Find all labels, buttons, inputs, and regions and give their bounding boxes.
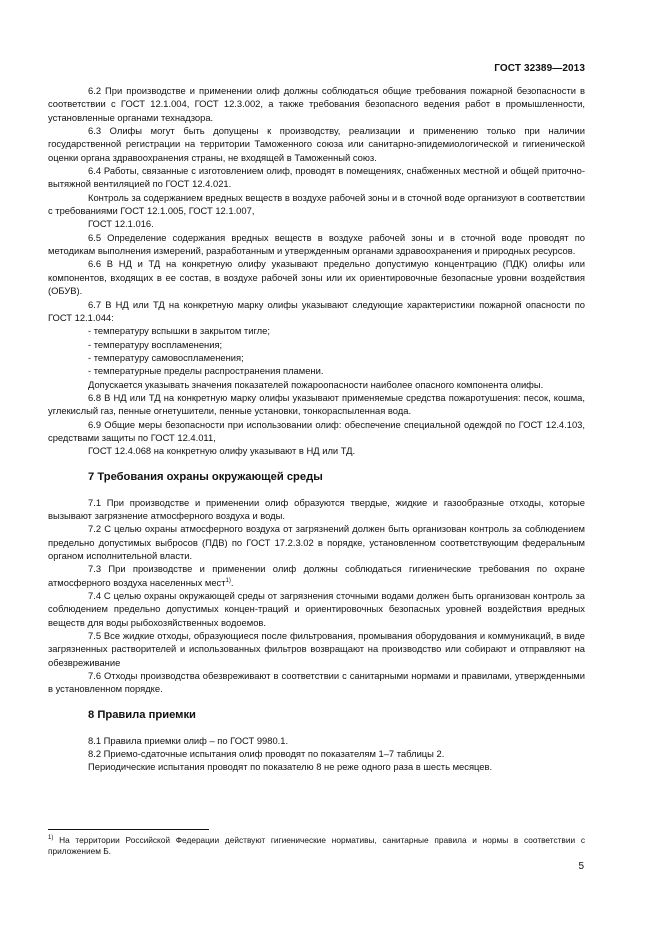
paragraph-7-2: 7.2 С целью охраны атмосферного воздуха от загрязнений должен быть организован контроль за соблюдением предельно допустимых выбросов (ПДВ) по ГОСТ 17.2.3.02 в порядке, установленном соответствующим федеральным органом исполнительной власти. [48,523,585,561]
list-item: - температурные пределы распространения пламени. [88,365,324,377]
paragraph-7-3-end: . [230,576,234,588]
paragraph-6-6: 6.6 В НД и ТД на конкретную олифу указывают предельно допустимую концентрацию (ПДК) олифы или компонентов, входящих в ее состав, в воздухе рабочей зоны или их ориентировочные безопасные уровни воздействия (ОБУВ). [48,258,585,297]
section-8-title: 8 Правила приемки [88,708,196,721]
paragraph-6-2: 6.2 При производстве и применении олиф должны соблюдаться общие требования пожарной безопасности в соответствии с ГОСТ 12.1.004, ГОСТ 12.3.002, а также требования безопасного ведения работ в промышленности, установленные органами технадзора. [48,85,585,123]
page-number: 5 [578,861,584,872]
paragraph-6-4-gost: ГОСТ 12.1.016. [88,218,154,230]
list-item: - температуру самовоспламенения; [88,351,244,363]
paragraph-6-4-control: Контроль за содержанием вредных веществ в воздухе рабочей зоны и в сточной воде организуют в соответствии с требованиями ГОСТ 12.1.005, ГОСТ 12.1.007, [48,191,585,217]
footnote-mark: 1) [48,835,54,842]
paragraph-7-1: 7.1 При производстве и применении олиф образуются твердые, жидкие и газообразные отходы, которые вызывают загрязнение атмосферного воздуха и воды. [48,496,585,521]
paragraph-6-3: 6.3 Олифы могут быть допущены к производству, реализации и применению только при наличии государственной регистрации на территории Таможенного союза или санитарно-эпидемиологической и гигиенической оценки органа здравоохранения страны, не входящей в Таможенный союз. [48,125,585,163]
paragraph-8-2: 8.2 Приемо-сдаточные испытания олиф проводят по показателям 1–7 таблицы 2. [88,748,445,760]
footnote-text: На территории Российской Федерации действуют гигиенические нормативы, санитарные правила и нормы в соответствии с приложением Б. [48,835,585,856]
paragraph-7-3-text: 7.3 При производстве и применении олиф должны соблюдаться гигиенические требования по охране атмосферного воздуха населенных мест [48,563,585,588]
paragraph-6-5: 6.5 Определение содержания вредных веществ в воздухе рабочей зоны и в сточной воде проводят по методикам выполнения измерений, разработанным и утвержденным органами здравоохранения и природных ресурсов. [48,231,585,257]
footnote-divider [48,829,209,830]
section-7-title: 7 Требования охраны окружающей среды [88,470,323,483]
paragraph-7-6: 7.6 Отходы производства обезвреживают в соответствии с санитарными нормами и правилами, утвержденными в установленном порядке. [48,670,585,695]
paragraph-6-9-gost: ГОСТ 12.4.068 на конкретную олифу указывают в НД или ТД. [88,445,356,457]
paragraph-7-4: 7.4 С целью охраны окружающей среды от загрязнения сточными водами должен быть организован контроль за соблюдением предельно допустимых концен-траций и ориентировочных безопасных уровней воздействия вредных веществ для воды рыбохозяйственных водоемов. [48,590,585,628]
paragraph-6-9: 6.9 Общие меры безопасности при использовании олиф: обеспечение специальной одеждой по ГОСТ 12.4.103, средствами защиты по ГОСТ 12.4.011, [48,418,585,443]
main-text [48,84,585,774]
paragraph-7-5: 7.5 Все жидкие отходы, образующиеся после фильтрования, промывания оборудования и коммуникаций, в виде загрязненных растворителей и использованных фильтров возвращают на производство или собирают и отправляют на обезвреживание [48,630,585,668]
footnote [48,835,585,857]
paragraph-8-1: 8.1 Правила приемки олиф – по ГОСТ 9980.1. [88,734,289,746]
paragraph-6-7: 6.7 В НД или ТД на конкретную марку олифы указывают следующие характеристики пожарной опасности по ГОСТ 12.1.044: [48,298,585,323]
paragraph-6-7-note: Допускается указывать значения показателей пожароопасности наиболее опасного компонента олифы. [88,378,544,390]
document-header: ГОСТ 32389—2013 [494,63,585,74]
list-item: - температуру воспламенения; [88,338,223,350]
paragraph-6-8: 6.8 В НД или ТД на конкретную марку олифы указывают применяемые средства пожаротушения: песок, кошма, углекислый газ, пенные огнетушители, пенные установки, тонкораспыленная вода. [48,391,585,417]
paragraph-8-2-periodic: Периодические испытания проводят по показателю 8 не реже одного раза в шесть месяцев. [88,761,493,773]
paragraph-7-3 [48,562,585,589]
footnote-reference: 1) [225,577,231,584]
paragraph-6-4: 6.4 Работы, связанные с изготовлением олиф, проводят в помещениях, снабженных местной и общей приточно-вытяжной вентиляцией по ГОСТ 12.4.021. [48,165,585,190]
list-item: - температуру вспышки в закрытом тигле; [88,325,270,337]
